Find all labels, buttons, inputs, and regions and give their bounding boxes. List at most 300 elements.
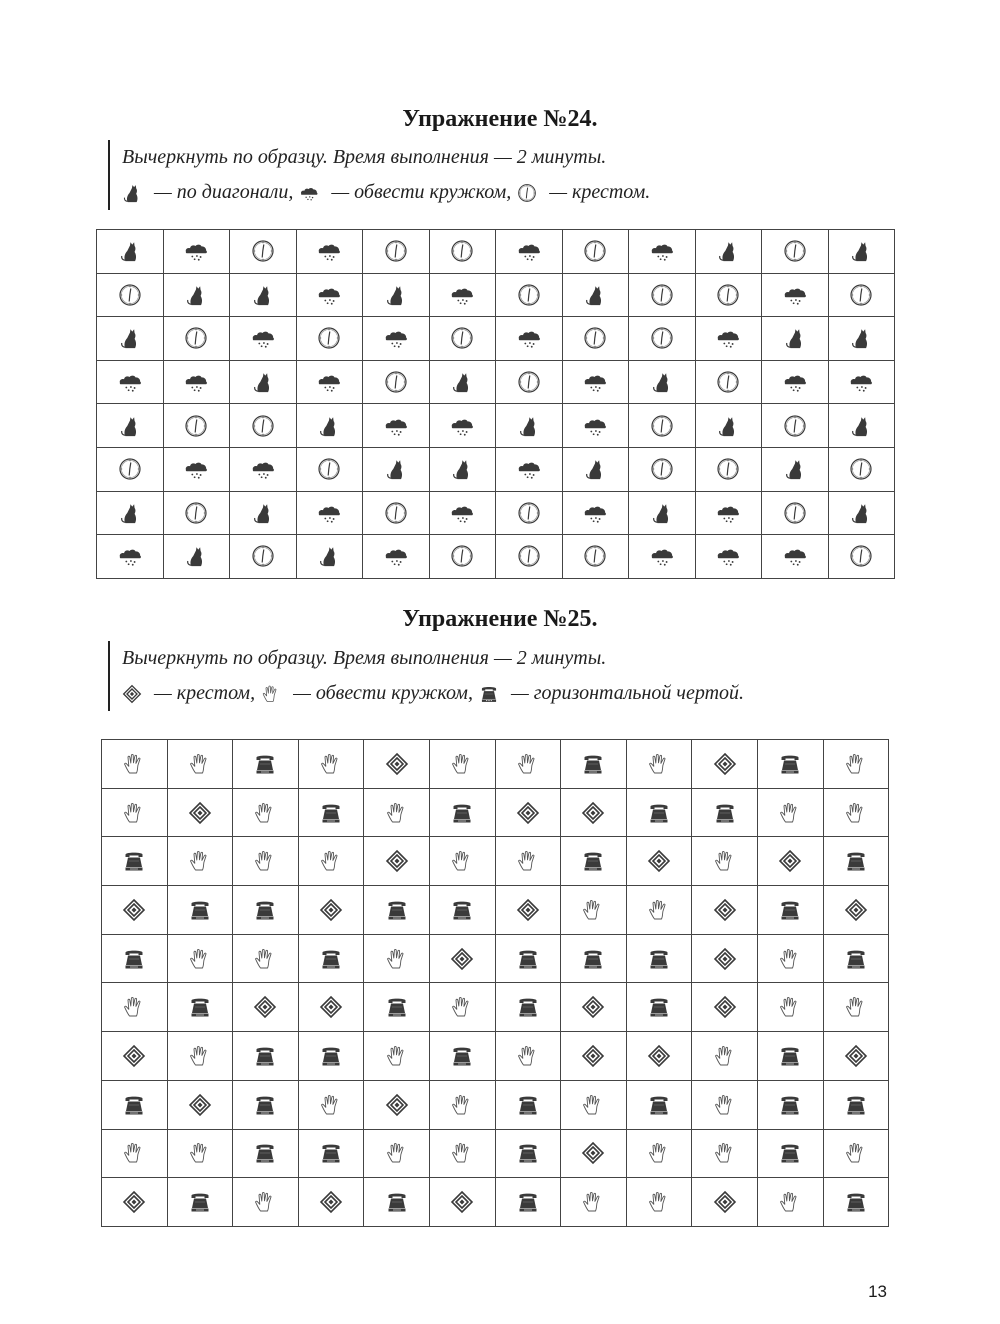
grid-cell[interactable] xyxy=(762,492,829,536)
grid-cell[interactable] xyxy=(230,492,297,536)
grid-cell[interactable] xyxy=(696,404,763,448)
grid-cell[interactable] xyxy=(297,274,364,318)
grid-cell[interactable] xyxy=(430,983,496,1032)
cat-icon xyxy=(784,327,806,349)
grid-cell[interactable] xyxy=(496,935,562,984)
grid-cell[interactable] xyxy=(627,983,693,1032)
grid-cell[interactable] xyxy=(164,230,231,274)
grid-cell[interactable] xyxy=(297,448,364,492)
cloud-icon xyxy=(117,371,143,393)
grid-cell[interactable] xyxy=(164,274,231,318)
grid-cell[interactable] xyxy=(762,317,829,361)
grid-cell[interactable] xyxy=(627,837,693,886)
grid-cell[interactable] xyxy=(824,1032,890,1081)
grid-cell[interactable] xyxy=(164,492,231,536)
hand-icon xyxy=(713,1093,737,1117)
diamond-icon xyxy=(385,849,409,873)
grid-cell[interactable] xyxy=(363,274,430,318)
cloud-icon xyxy=(582,502,608,524)
diamond-icon xyxy=(581,995,605,1019)
grid-cell[interactable] xyxy=(758,1081,824,1130)
clock-icon xyxy=(384,239,408,263)
phone-icon xyxy=(122,849,146,873)
grid-cell[interactable] xyxy=(430,1130,496,1179)
grid-cell[interactable] xyxy=(758,1032,824,1081)
hand-icon xyxy=(385,1044,409,1068)
grid-cell[interactable] xyxy=(363,404,430,448)
grid-cell[interactable] xyxy=(629,230,696,274)
legend-text: — обвести кружком, xyxy=(331,181,512,203)
hand-icon xyxy=(261,684,287,704)
grid-cell[interactable] xyxy=(824,886,890,935)
grid-cell[interactable] xyxy=(627,935,693,984)
cloud-icon xyxy=(449,502,475,524)
grid-cell[interactable] xyxy=(230,448,297,492)
phone-icon xyxy=(253,1093,277,1117)
grid-cell[interactable] xyxy=(299,789,365,838)
grid-cell[interactable] xyxy=(692,740,758,789)
grid-cell[interactable] xyxy=(299,740,365,789)
grid-cell[interactable] xyxy=(692,1130,758,1179)
grid-cell[interactable] xyxy=(762,274,829,318)
grid-cell[interactable] xyxy=(430,535,497,579)
grid-cell[interactable] xyxy=(363,535,430,579)
grid-cell[interactable] xyxy=(561,886,627,935)
grid-cell[interactable] xyxy=(364,886,430,935)
grid-cell[interactable] xyxy=(364,789,430,838)
clock-icon xyxy=(517,183,543,203)
grid-cell[interactable] xyxy=(561,740,627,789)
grid-cell[interactable] xyxy=(233,1130,299,1179)
grid-cell[interactable] xyxy=(627,1130,693,1179)
exercise-25-title: Упражнение №25. xyxy=(402,606,598,632)
grid-cell[interactable] xyxy=(233,1032,299,1081)
grid-cell[interactable] xyxy=(692,1032,758,1081)
grid-cell[interactable] xyxy=(364,983,430,1032)
grid-cell[interactable] xyxy=(164,317,231,361)
grid-cell[interactable] xyxy=(829,361,896,405)
grid-cell[interactable] xyxy=(97,361,164,405)
grid-cell[interactable] xyxy=(629,317,696,361)
cloud-icon xyxy=(715,327,741,349)
grid-cell[interactable] xyxy=(758,983,824,1032)
cat-icon xyxy=(584,458,606,480)
grid-cell[interactable] xyxy=(97,230,164,274)
grid-cell[interactable] xyxy=(692,1178,758,1227)
grid-cell[interactable] xyxy=(824,837,890,886)
grid-cell[interactable] xyxy=(561,935,627,984)
cloud-icon xyxy=(117,545,143,567)
cloud-icon xyxy=(582,371,608,393)
grid-cell[interactable] xyxy=(758,837,824,886)
hand-icon xyxy=(188,947,212,971)
grid-cell[interactable] xyxy=(561,1178,627,1227)
grid-cell[interactable] xyxy=(102,1081,168,1130)
hand-icon xyxy=(253,947,277,971)
grid-cell[interactable] xyxy=(102,740,168,789)
cat-icon xyxy=(451,458,473,480)
grid-cell[interactable] xyxy=(168,935,234,984)
grid-cell[interactable] xyxy=(563,535,630,579)
cat-icon xyxy=(651,502,673,524)
hand-icon xyxy=(188,1141,212,1165)
grid-cell[interactable] xyxy=(696,317,763,361)
exercise-25-instruction-line: Вычеркнуть по образцу. Время выполнения — 2 минуты. xyxy=(122,647,607,669)
grid-cell[interactable] xyxy=(364,837,430,886)
grid-cell[interactable] xyxy=(627,1178,693,1227)
grid-cell[interactable] xyxy=(233,837,299,886)
grid-cell[interactable] xyxy=(561,837,627,886)
grid-cell[interactable] xyxy=(168,789,234,838)
grid-cell[interactable] xyxy=(824,789,890,838)
grid-cell[interactable] xyxy=(758,935,824,984)
diamond-icon xyxy=(122,1190,146,1214)
grid-cell[interactable] xyxy=(299,837,365,886)
grid-cell[interactable] xyxy=(496,492,563,536)
grid-cell[interactable] xyxy=(102,1178,168,1227)
diamond-icon xyxy=(844,1044,868,1068)
grid-cell[interactable] xyxy=(168,886,234,935)
hand-icon xyxy=(778,995,802,1019)
cat-icon xyxy=(119,502,141,524)
grid-cell[interactable] xyxy=(102,1032,168,1081)
grid-cell[interactable] xyxy=(430,404,497,448)
grid-cell[interactable] xyxy=(364,1178,430,1227)
cloud-icon xyxy=(848,371,874,393)
grid-cell[interactable] xyxy=(563,230,630,274)
grid-cell[interactable] xyxy=(629,404,696,448)
clock-icon xyxy=(716,283,740,307)
grid-cell[interactable] xyxy=(829,492,896,536)
grid-cell[interactable] xyxy=(233,1178,299,1227)
grid-cell[interactable] xyxy=(97,535,164,579)
grid-cell[interactable] xyxy=(496,404,563,448)
grid-cell[interactable] xyxy=(164,448,231,492)
grid-cell[interactable] xyxy=(629,274,696,318)
grid-cell[interactable] xyxy=(230,361,297,405)
diamond-icon xyxy=(385,1093,409,1117)
grid-cell[interactable] xyxy=(364,740,430,789)
grid-cell[interactable] xyxy=(230,535,297,579)
grid-cell[interactable] xyxy=(627,886,693,935)
grid-cell[interactable] xyxy=(299,1178,365,1227)
grid-cell[interactable] xyxy=(629,361,696,405)
grid-cell[interactable] xyxy=(102,935,168,984)
grid-cell[interactable] xyxy=(168,983,234,1032)
grid-cell[interactable] xyxy=(364,1130,430,1179)
grid-cell[interactable] xyxy=(496,230,563,274)
hand-icon xyxy=(647,1190,671,1214)
grid-cell[interactable] xyxy=(563,404,630,448)
phone-icon xyxy=(385,1190,409,1214)
grid-cell[interactable] xyxy=(824,740,890,789)
clock-icon xyxy=(716,457,740,481)
hand-icon xyxy=(253,801,277,825)
cat-icon xyxy=(318,545,340,567)
grid-cell[interactable] xyxy=(430,274,497,318)
diamond-icon xyxy=(319,898,343,922)
grid-cell[interactable] xyxy=(758,886,824,935)
grid-cell[interactable] xyxy=(762,361,829,405)
hand-icon xyxy=(581,1093,605,1117)
diamond-icon xyxy=(319,995,343,1019)
diamond-icon xyxy=(450,1190,474,1214)
clock-icon xyxy=(450,326,474,350)
grid-cell[interactable] xyxy=(496,1032,562,1081)
grid-cell[interactable] xyxy=(299,983,365,1032)
grid-cell[interactable] xyxy=(430,1081,496,1130)
hand-icon xyxy=(385,947,409,971)
grid-cell[interactable] xyxy=(829,317,896,361)
grid-cell[interactable] xyxy=(627,1032,693,1081)
cloud-icon xyxy=(715,502,741,524)
grid-cell[interactable] xyxy=(102,1130,168,1179)
grid-cell[interactable] xyxy=(430,837,496,886)
grid-cell[interactable] xyxy=(627,789,693,838)
cat-icon xyxy=(318,415,340,437)
hand-icon xyxy=(319,752,343,776)
grid-cell[interactable] xyxy=(364,935,430,984)
phone-icon xyxy=(647,995,671,1019)
phone-icon xyxy=(647,801,671,825)
hand-icon xyxy=(647,898,671,922)
legend-text: — крестом. xyxy=(549,181,651,203)
cloud-icon xyxy=(299,183,325,203)
grid-cell[interactable] xyxy=(629,448,696,492)
grid-cell[interactable] xyxy=(758,740,824,789)
cat-icon xyxy=(252,502,274,524)
grid-cell[interactable] xyxy=(829,274,896,318)
grid-cell[interactable] xyxy=(696,492,763,536)
grid-cell[interactable] xyxy=(430,230,497,274)
grid-cell[interactable] xyxy=(430,886,496,935)
hand-icon xyxy=(253,1190,277,1214)
grid-cell[interactable] xyxy=(430,1178,496,1227)
grid-cell[interactable] xyxy=(762,230,829,274)
hand-icon xyxy=(450,1093,474,1117)
diamond-icon xyxy=(844,898,868,922)
grid-cell[interactable] xyxy=(233,740,299,789)
grid-cell[interactable] xyxy=(824,1178,890,1227)
grid-cell[interactable] xyxy=(230,404,297,448)
diamond-icon xyxy=(516,898,540,922)
grid-cell[interactable] xyxy=(629,535,696,579)
clock-icon xyxy=(517,544,541,568)
phone-icon xyxy=(844,1190,868,1214)
grid-cell[interactable] xyxy=(496,837,562,886)
grid-cell[interactable] xyxy=(496,274,563,318)
grid-cell[interactable] xyxy=(430,1032,496,1081)
grid-cell[interactable] xyxy=(233,789,299,838)
phone-icon xyxy=(778,752,802,776)
grid-cell[interactable] xyxy=(496,740,562,789)
diamond-icon xyxy=(581,801,605,825)
clock-icon xyxy=(849,457,873,481)
grid-cell[interactable] xyxy=(496,448,563,492)
grid-cell[interactable] xyxy=(496,1178,562,1227)
grid-cell[interactable] xyxy=(299,1081,365,1130)
clock-icon xyxy=(783,239,807,263)
grid-cell[interactable] xyxy=(762,404,829,448)
grid-cell[interactable] xyxy=(297,317,364,361)
grid-cell[interactable] xyxy=(762,448,829,492)
grid-cell[interactable] xyxy=(824,983,890,1032)
grid-cell[interactable] xyxy=(297,230,364,274)
grid-cell[interactable] xyxy=(297,492,364,536)
phone-icon xyxy=(778,1044,802,1068)
grid-cell[interactable] xyxy=(824,1130,890,1179)
legend-text: — крестом, xyxy=(154,682,256,704)
grid-cell[interactable] xyxy=(561,789,627,838)
grid-cell[interactable] xyxy=(164,535,231,579)
hand-icon xyxy=(122,1141,146,1165)
grid-cell[interactable] xyxy=(363,361,430,405)
grid-cell[interactable] xyxy=(561,983,627,1032)
grid-cell[interactable] xyxy=(692,935,758,984)
grid-cell[interactable] xyxy=(363,492,430,536)
grid-cell[interactable] xyxy=(829,230,896,274)
grid-cell[interactable] xyxy=(561,1032,627,1081)
diamond-icon xyxy=(713,752,737,776)
grid-cell[interactable] xyxy=(696,535,763,579)
grid-cell[interactable] xyxy=(430,492,497,536)
grid-cell[interactable] xyxy=(233,1081,299,1130)
grid-cell[interactable] xyxy=(168,1032,234,1081)
phone-icon xyxy=(253,1044,277,1068)
grid-cell[interactable] xyxy=(561,1130,627,1179)
grid-cell[interactable] xyxy=(299,1130,365,1179)
grid-cell[interactable] xyxy=(496,361,563,405)
grid-cell[interactable] xyxy=(102,983,168,1032)
grid-cell[interactable] xyxy=(696,274,763,318)
grid-cell[interactable] xyxy=(233,886,299,935)
grid-cell[interactable] xyxy=(230,317,297,361)
grid-cell[interactable] xyxy=(692,837,758,886)
hand-icon xyxy=(319,1093,343,1117)
grid-cell[interactable] xyxy=(102,789,168,838)
grid-cell[interactable] xyxy=(496,1130,562,1179)
grid-cell[interactable] xyxy=(824,1081,890,1130)
grid-cell[interactable] xyxy=(297,404,364,448)
grid-cell[interactable] xyxy=(563,274,630,318)
hand-icon xyxy=(516,849,540,873)
grid-cell[interactable] xyxy=(168,1178,234,1227)
grid-cell[interactable] xyxy=(363,317,430,361)
grid-cell[interactable] xyxy=(696,230,763,274)
grid-cell[interactable] xyxy=(297,535,364,579)
grid-cell[interactable] xyxy=(299,1032,365,1081)
cat-icon xyxy=(518,415,540,437)
grid-cell[interactable] xyxy=(696,448,763,492)
grid-cell[interactable] xyxy=(97,317,164,361)
grid-cell[interactable] xyxy=(430,448,497,492)
phone-icon xyxy=(122,947,146,971)
grid-cell[interactable] xyxy=(692,1081,758,1130)
cloud-icon xyxy=(649,240,675,262)
grid-cell[interactable] xyxy=(829,404,896,448)
grid-cell[interactable] xyxy=(230,274,297,318)
grid-cell[interactable] xyxy=(364,1032,430,1081)
grid-cell[interactable] xyxy=(762,535,829,579)
grid-cell[interactable] xyxy=(692,983,758,1032)
grid-cell[interactable] xyxy=(363,230,430,274)
clock-icon xyxy=(783,501,807,525)
grid-cell[interactable] xyxy=(561,1081,627,1130)
cloud-icon xyxy=(316,284,342,306)
grid-cell[interactable] xyxy=(563,492,630,536)
cloud-icon xyxy=(316,502,342,524)
grid-cell[interactable] xyxy=(168,1130,234,1179)
grid-cell[interactable] xyxy=(563,361,630,405)
grid-cell[interactable] xyxy=(496,1081,562,1130)
grid-cell[interactable] xyxy=(692,886,758,935)
grid-cell[interactable] xyxy=(627,1081,693,1130)
clock-icon xyxy=(517,501,541,525)
grid-cell[interactable] xyxy=(629,492,696,536)
grid-cell[interactable] xyxy=(563,317,630,361)
grid-cell[interactable] xyxy=(496,317,563,361)
grid-cell[interactable] xyxy=(829,535,896,579)
grid-cell[interactable] xyxy=(496,983,562,1032)
grid-cell[interactable] xyxy=(168,1081,234,1130)
grid-cell[interactable] xyxy=(168,837,234,886)
grid-cell[interactable] xyxy=(164,404,231,448)
cat-icon xyxy=(651,371,673,393)
grid-cell[interactable] xyxy=(364,1081,430,1130)
grid-cell[interactable] xyxy=(758,1178,824,1227)
hand-icon xyxy=(319,849,343,873)
hand-icon xyxy=(122,801,146,825)
grid-cell[interactable] xyxy=(97,492,164,536)
grid-cell[interactable] xyxy=(102,837,168,886)
grid-cell[interactable] xyxy=(297,361,364,405)
grid-cell[interactable] xyxy=(627,740,693,789)
grid-cell[interactable] xyxy=(824,935,890,984)
grid-cell[interactable] xyxy=(430,317,497,361)
grid-cell[interactable] xyxy=(230,230,297,274)
grid-cell[interactable] xyxy=(496,535,563,579)
grid-cell[interactable] xyxy=(496,886,562,935)
grid-cell[interactable] xyxy=(299,935,365,984)
clock-icon xyxy=(650,283,674,307)
grid-cell[interactable] xyxy=(430,361,497,405)
grid-cell[interactable] xyxy=(102,886,168,935)
grid-cell[interactable] xyxy=(563,448,630,492)
grid-cell[interactable] xyxy=(164,361,231,405)
grid-cell[interactable] xyxy=(696,361,763,405)
cloud-icon xyxy=(316,371,342,393)
grid-cell[interactable] xyxy=(430,935,496,984)
grid-cell[interactable] xyxy=(299,886,365,935)
clock-icon xyxy=(650,457,674,481)
grid-cell[interactable] xyxy=(233,983,299,1032)
grid-cell[interactable] xyxy=(97,448,164,492)
grid-cell[interactable] xyxy=(97,274,164,318)
grid-cell[interactable] xyxy=(97,404,164,448)
grid-cell[interactable] xyxy=(363,448,430,492)
grid-cell[interactable] xyxy=(829,448,896,492)
grid-cell[interactable] xyxy=(430,740,496,789)
grid-cell[interactable] xyxy=(430,789,496,838)
grid-cell[interactable] xyxy=(496,789,562,838)
grid-cell[interactable] xyxy=(758,789,824,838)
grid-cell[interactable] xyxy=(233,935,299,984)
hand-icon xyxy=(188,849,212,873)
grid-cell[interactable] xyxy=(168,740,234,789)
clock-icon xyxy=(583,239,607,263)
grid-cell[interactable] xyxy=(758,1130,824,1179)
grid-cell[interactable] xyxy=(692,789,758,838)
